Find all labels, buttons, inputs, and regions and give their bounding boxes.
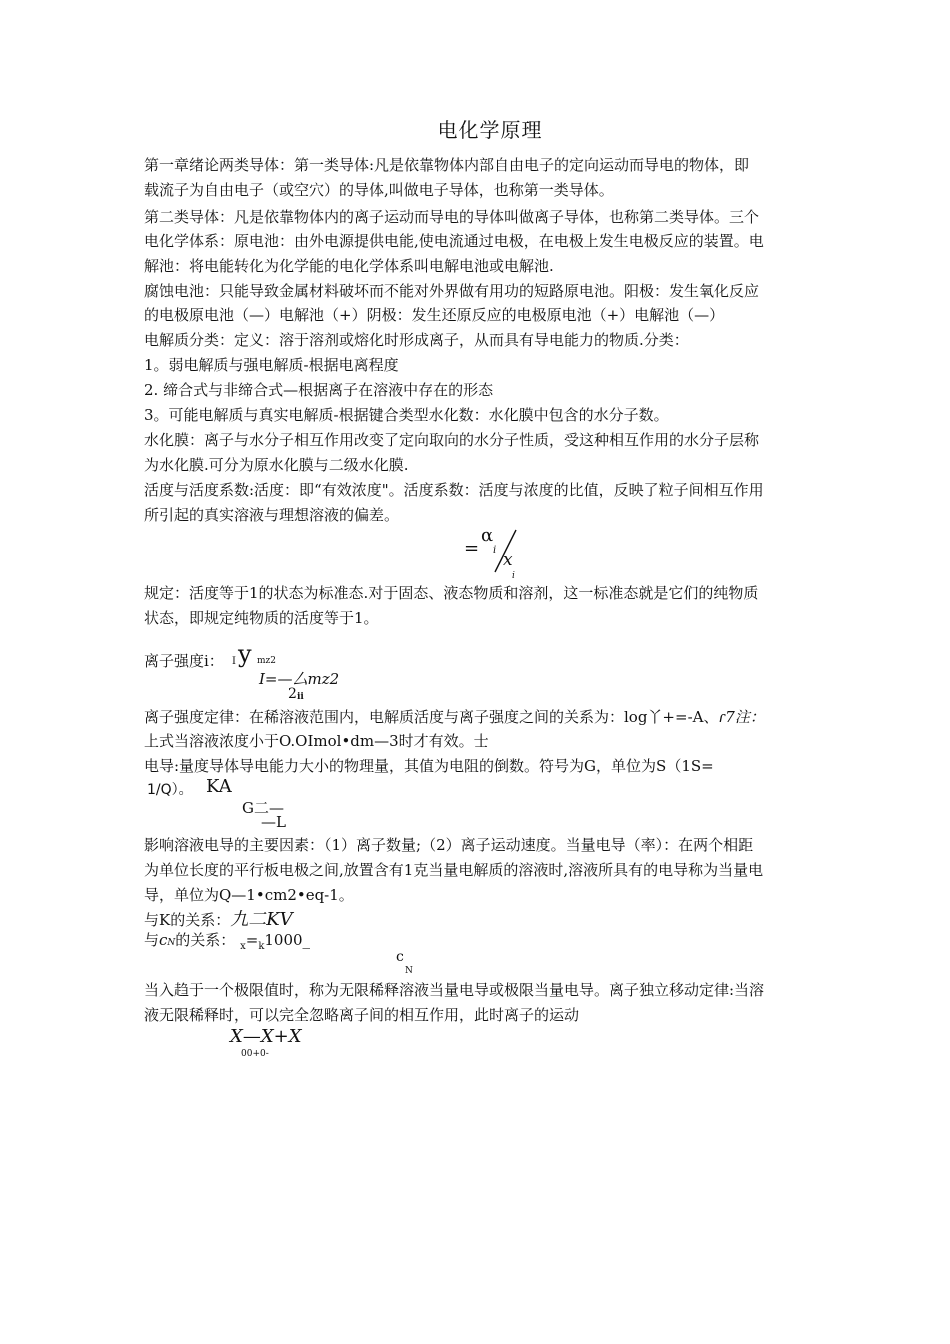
text-span: k xyxy=(258,941,265,952)
text-line: 当入趋于一个极限值时，称为无限稀释溶液当量电导或极限当量电导。离子独立移动定律:当溶 xyxy=(144,981,765,999)
formula-x: x xyxy=(503,550,513,570)
text-line: 导，单位为Q—1•cm2•eq-1。 xyxy=(144,886,354,904)
text-span: N xyxy=(167,938,176,948)
text-line: 1/Q）。 xyxy=(147,782,193,798)
formula-part: y xyxy=(238,640,252,668)
text-line: 所引起的真实溶液与理想溶液的偏差。 xyxy=(144,506,400,524)
formula-part: c xyxy=(396,949,404,965)
formula-sub-i: i xyxy=(512,571,515,581)
text-line: 影响溶液电导的主要因素：（1）离子数量;（2）离子运动速度。当量电导（率）：在两个相距 xyxy=(144,836,754,854)
text-line: 第一章绪论两类导体：第一类导体:凡是依靠物体内部自由电子的定向运动而导电的物体，即 xyxy=(144,156,750,174)
text-span: 的关系： xyxy=(175,931,236,949)
text-span: = xyxy=(245,931,259,949)
text-line: 解池：将电能转化为化学能的电化学体系叫电解电池或电解池. xyxy=(144,257,554,275)
cn-relation xyxy=(144,930,310,953)
formula-part: X—X+X xyxy=(230,1026,302,1047)
text-span: c xyxy=(159,931,168,949)
text-line: 1。弱电解质与强电解质-根据电离程度 xyxy=(144,356,399,374)
formula-part: G二— xyxy=(242,799,284,817)
text-line: 第二类导体：凡是依靠物体内的离子运动而导电的导体叫做离子导体，也称第二类导体。三个 xyxy=(144,208,760,226)
text-span: 离子强度定律：在稀溶液范围内，电解质活度与离子强度之间的关系为：log丫+=-A、 xyxy=(144,708,719,726)
text-line: 3。可能电解质与真实电解质-根据键合类型水化数：水化膜中包含的水分子数。 xyxy=(144,406,669,424)
ionic-strength-label: 离子强度i： xyxy=(144,652,224,670)
text-line: 的电极原电池（—）电解池（+）阴极：发生还原反应的电极原电池（+）电解池（—） xyxy=(144,306,725,324)
text-line: 载流子为自由电子（或空穴）的导体,叫做电子导体，也称第一类导体。 xyxy=(144,181,614,199)
formula-part: ii xyxy=(297,692,304,702)
text-span: 与 xyxy=(144,931,160,949)
k-relation xyxy=(144,910,293,930)
formula-part: 00+0- xyxy=(241,1049,269,1059)
page-title: 电化学原理 xyxy=(437,118,543,142)
formula-part: N xyxy=(405,966,413,976)
formula-part: I=—厶mz2 xyxy=(259,670,340,688)
text-line xyxy=(144,707,765,727)
text-line: 上式当溶液浓度小于O.OImol•dm—3时才有效。士 xyxy=(144,732,489,750)
text-line: 状态，即规定纯物质的活度等于1。 xyxy=(144,609,379,627)
formula-part: 2 xyxy=(288,686,297,702)
formula-part: I xyxy=(232,656,236,667)
k-relation-expr: 九二KV xyxy=(230,909,293,930)
formula-sub-i: i xyxy=(493,545,497,556)
k-relation-label: 与K的关系： xyxy=(144,911,231,929)
formula-equals: = xyxy=(464,538,480,559)
text-line: 水化膜：离子与水分子相互作用改变了定向取向的水分子性质，受这种相互作用的水分子层称 xyxy=(144,431,760,449)
text-span: 1000_ xyxy=(264,931,311,949)
text-line: 2. 缔合式与非缔合式—根据离子在溶液中存在的形态 xyxy=(144,381,494,399)
text-span: ɾ7注： xyxy=(718,708,765,726)
text-span: x xyxy=(240,941,246,952)
formula-alpha: α xyxy=(481,525,494,546)
text-line: 电导:量度导体导电能力大小的物理量，其值为电阻的倒数。符号为G，单位为S（1S= xyxy=(144,757,714,775)
text-line: 为水化膜.可分为原水化膜与二级水化膜. xyxy=(144,456,409,474)
formula-part: —L xyxy=(261,813,286,831)
text-line: 为单位长度的平行板电极之间,放置含有1克当量电解质的溶液时,溶液所具有的电导称为当量电 xyxy=(144,861,764,879)
text-line: 液无限稀释时，可以完全忽略离子间的相互作用，此时离子的运动 xyxy=(144,1006,580,1024)
text-line: 腐蚀电池：只能导致金属材料破坏而不能对外界做有用功的短路原电池。阳极：发生氧化反应 xyxy=(144,282,760,300)
text-line: 活度与活度系数:活度：即“有效浓度"。活度系数：活度与浓度的比值，反映了粒子间相互作用 xyxy=(144,481,764,499)
formula-part: mz2 xyxy=(257,656,277,666)
text-line: 电解质分类：定义：溶于溶剂或熔化时形成离子，从而具有导电能力的物质.分类： xyxy=(144,331,689,349)
text-line: 规定：活度等于1的状态为标准态.对于固态、液态物质和溶剂，这一标准态就是它们的纯物质 xyxy=(144,584,759,602)
text-line: 电化学体系：原电池：由外电源提供电能,使电流通过电极，在电极上发生电极反应的装置。电 xyxy=(144,232,764,250)
formula-part: KA xyxy=(206,776,232,797)
